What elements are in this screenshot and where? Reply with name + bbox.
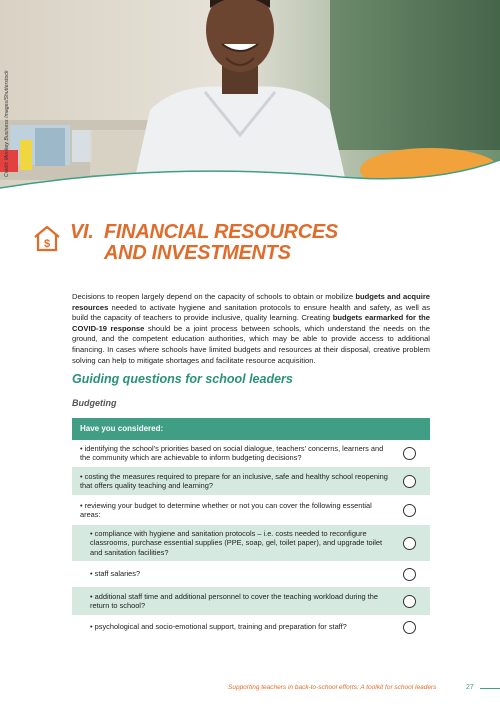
- checklist-row-text: • staff salaries?: [90, 569, 141, 579]
- checklist-row: [72, 467, 430, 496]
- section-number: VI.: [70, 221, 94, 243]
- intro-text: should be a joint process between schools, which understand the needs on the ground, and the competent education authorities, which may be able to provide access to additional financing. In cases where schools have limited budgets and resources at their disposal, creative problem solving can help to mitigate shortages and facilitate resource acquisition.: [72, 323, 430, 365]
- section-heading: [30, 222, 450, 272]
- intro-emphasis: budgets earmarked for the COVID-19 response: [72, 313, 430, 333]
- checklist-row: [72, 587, 430, 616]
- checklist-row-text: • compliance with hygiene and sanitation protocols – i.e. costs needed to reconfigure classrooms, purchase essential supplies (PPE, soap, gel, toilet paper), and upgrade toilet and sanitation facilities?: [90, 528, 383, 557]
- checkbox-circle[interactable]: [403, 537, 416, 550]
- budgeting-subheading: Budgeting: [72, 398, 117, 408]
- checklist-row: [72, 562, 430, 587]
- teacher-photo-illustration: [0, 0, 500, 200]
- page-number-rule: [480, 688, 500, 689]
- page-number: 27: [466, 684, 474, 691]
- intro-paragraph: [72, 292, 430, 366]
- section-title-line1: FINANCIAL RESOURCES: [104, 221, 338, 243]
- checkbox-circle[interactable]: [403, 475, 416, 488]
- checklist-rows: [72, 440, 430, 639]
- checkbox-circle[interactable]: [403, 621, 416, 634]
- svg-text:$: $: [43, 238, 51, 250]
- header-photo: [0, 0, 500, 200]
- checkbox-circle[interactable]: [403, 504, 416, 517]
- footer-text: Supporting teachers in back-to-school efforts: A toolkit for school leaders: [228, 684, 437, 691]
- checkbox-circle[interactable]: [403, 595, 416, 608]
- checklist-row: [72, 496, 430, 525]
- photo-credit-text: Credit: Monkey Business Images/Shutterstock: [4, 70, 10, 177]
- section-title-line2: AND INVESTMENTS: [104, 242, 291, 264]
- checklist-row: [72, 616, 430, 639]
- checklist-row-text: • costing the measures required to prepare for an inclusive, safe and healthy school reopening that offers quality teaching and learning?: [80, 471, 388, 490]
- section-title: [70, 222, 338, 264]
- intro-text: needed to activate hygiene and sanitation protocols to ensure health and safety, as well as build the capacity of teachers to provide inclusive, quality learning. Creating: [72, 302, 430, 323]
- house-dollar-icon: [32, 224, 62, 252]
- intro-text: Decisions to reopen largely depend on the capacity of schools to obtain or mobilize: [72, 292, 356, 301]
- checkbox-circle[interactable]: [403, 568, 416, 581]
- checklist-row-text: • psychological and socio-emotional support, training and preparation for staff?: [90, 622, 347, 632]
- checklist-row: [72, 525, 430, 562]
- checklist-table: [72, 418, 430, 639]
- checklist-row-text: • additional staff time and additional personnel to cover the teaching workload during the return to school?: [90, 591, 378, 610]
- guiding-questions-heading: Guiding questions for school leaders: [72, 372, 293, 386]
- checklist-header: Have you considered:: [72, 418, 430, 440]
- checklist-row-text: • reviewing your budget to determine whether or not you can cover the following essential areas:: [80, 500, 372, 519]
- checklist-row-text: • identifying the school's priorities based on social dialogue, teachers' concerns, learners and the community which are achievable to inform budgeting decisions?: [80, 443, 384, 462]
- checklist-row: [72, 440, 430, 467]
- photo-credit: [4, 12, 16, 182]
- intro-emphasis: budgets and acquire resources: [72, 292, 430, 312]
- checkbox-circle[interactable]: [403, 447, 416, 460]
